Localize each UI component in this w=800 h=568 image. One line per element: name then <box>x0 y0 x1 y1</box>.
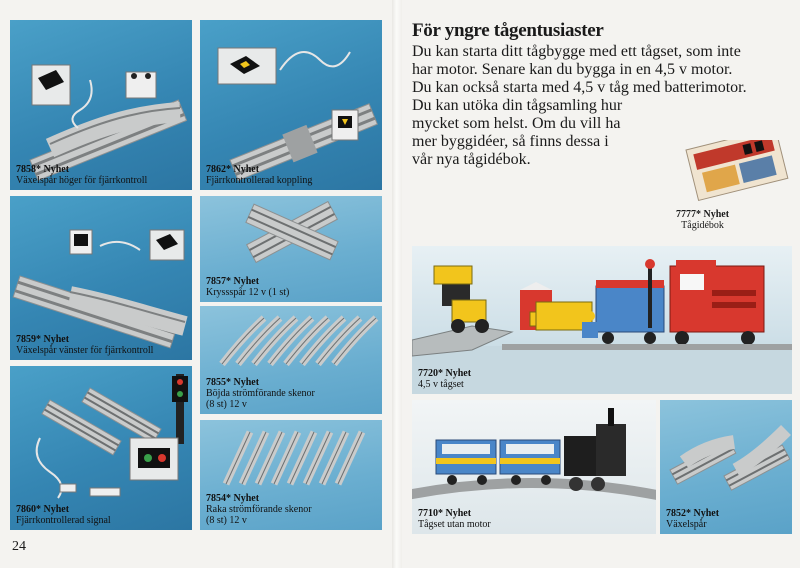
product-number: 7859* <box>16 334 41 345</box>
product-number: 7854* <box>206 493 231 504</box>
caption-7854 <box>206 493 312 526</box>
product-panel-7858 <box>10 20 192 190</box>
intro-line: Du kan utöka din tågsamling hur <box>412 97 623 114</box>
product-name: Tågset utan motor <box>418 519 491 530</box>
product-panel-7862 <box>200 20 382 190</box>
page-number: 24 <box>12 539 26 554</box>
product-panel-7710 <box>412 400 656 534</box>
caption-7710 <box>418 508 491 530</box>
product-number: 7720* <box>418 368 443 379</box>
caption-7777 <box>676 209 729 231</box>
caption-7860 <box>16 504 111 526</box>
product-number: 7710* <box>418 508 443 519</box>
product-panel-7859 <box>10 196 192 360</box>
new-badge: Nyhet <box>233 493 260 504</box>
new-badge: Nyhet <box>233 377 260 388</box>
product-name: Raka strömförande skenor <box>206 504 312 515</box>
new-badge: Nyhet <box>693 508 720 519</box>
product-name: Tågidébok <box>681 220 724 231</box>
product-panel-7720 <box>412 246 792 394</box>
product-name: Växelspår vänster för fjärrkontroll <box>16 345 154 356</box>
product-name: Växelspår <box>666 519 707 530</box>
new-badge: Nyhet <box>43 164 70 175</box>
product-number: 7852* <box>666 508 691 519</box>
caption-7862 <box>206 164 312 186</box>
caption-7858 <box>16 164 147 186</box>
caption-7852 <box>666 508 719 530</box>
product-number: 7777* <box>676 209 701 220</box>
product-name: Fjärrkontrollerad koppling <box>206 175 313 186</box>
new-badge: Nyhet <box>233 164 260 175</box>
product-panel-7855 <box>200 306 382 414</box>
new-badge: Nyhet <box>445 368 472 379</box>
intro-line: mer byggidéer, så finns dessa i <box>412 133 609 150</box>
caption-7857 <box>206 276 289 298</box>
intro-line: vår nya tågidébok. <box>412 151 531 168</box>
product-number: 7862* <box>206 164 231 175</box>
intro-line: Du kan också starta med 4,5 v tåg med batterimotor. <box>412 79 747 96</box>
caption-7855 <box>206 377 315 410</box>
intro-line: Du kan starta ditt tågbygge med ett tågset, som inte <box>412 43 741 60</box>
section-heading: För yngre tågentusiaster <box>412 20 604 41</box>
new-badge: Nyhet <box>43 504 70 515</box>
product-number: 7858* <box>16 164 41 175</box>
product-number: 7857* <box>206 276 231 287</box>
product-panel-7854 <box>200 420 382 530</box>
product-panel-7860 <box>10 366 192 530</box>
product-name: Kryssspår 12 v (1 st) <box>206 287 290 298</box>
intro-line: har motor. Senare kan du bygga in en 4,5 v motor. <box>412 61 733 78</box>
product-number: 7855* <box>206 377 231 388</box>
product-panel-7852 <box>660 400 792 534</box>
product-name: Fjärrkontrollerad signal <box>16 515 111 526</box>
new-badge: Nyhet <box>445 508 472 519</box>
new-badge: Nyhet <box>233 276 260 287</box>
product-number: 7860* <box>16 504 41 515</box>
caption-7859 <box>16 334 153 356</box>
product-name: Växelspår höger för fjärrkontroll <box>16 175 148 186</box>
product-name: 4,5 v tågset <box>418 379 464 390</box>
product-detail: (8 st) 12 v <box>206 399 247 410</box>
new-badge: Nyhet <box>43 334 70 345</box>
product-detail: (8 st) 12 v <box>206 515 247 526</box>
page-spine <box>392 0 402 568</box>
new-badge: Nyhet <box>703 209 730 220</box>
intro-line: mycket som helst. Om du vill ha <box>412 115 621 132</box>
idea-book-image <box>680 140 790 210</box>
caption-7720 <box>418 368 471 390</box>
product-name: Böjda strömförande skenor <box>206 388 315 399</box>
product-panel-7857 <box>200 196 382 302</box>
